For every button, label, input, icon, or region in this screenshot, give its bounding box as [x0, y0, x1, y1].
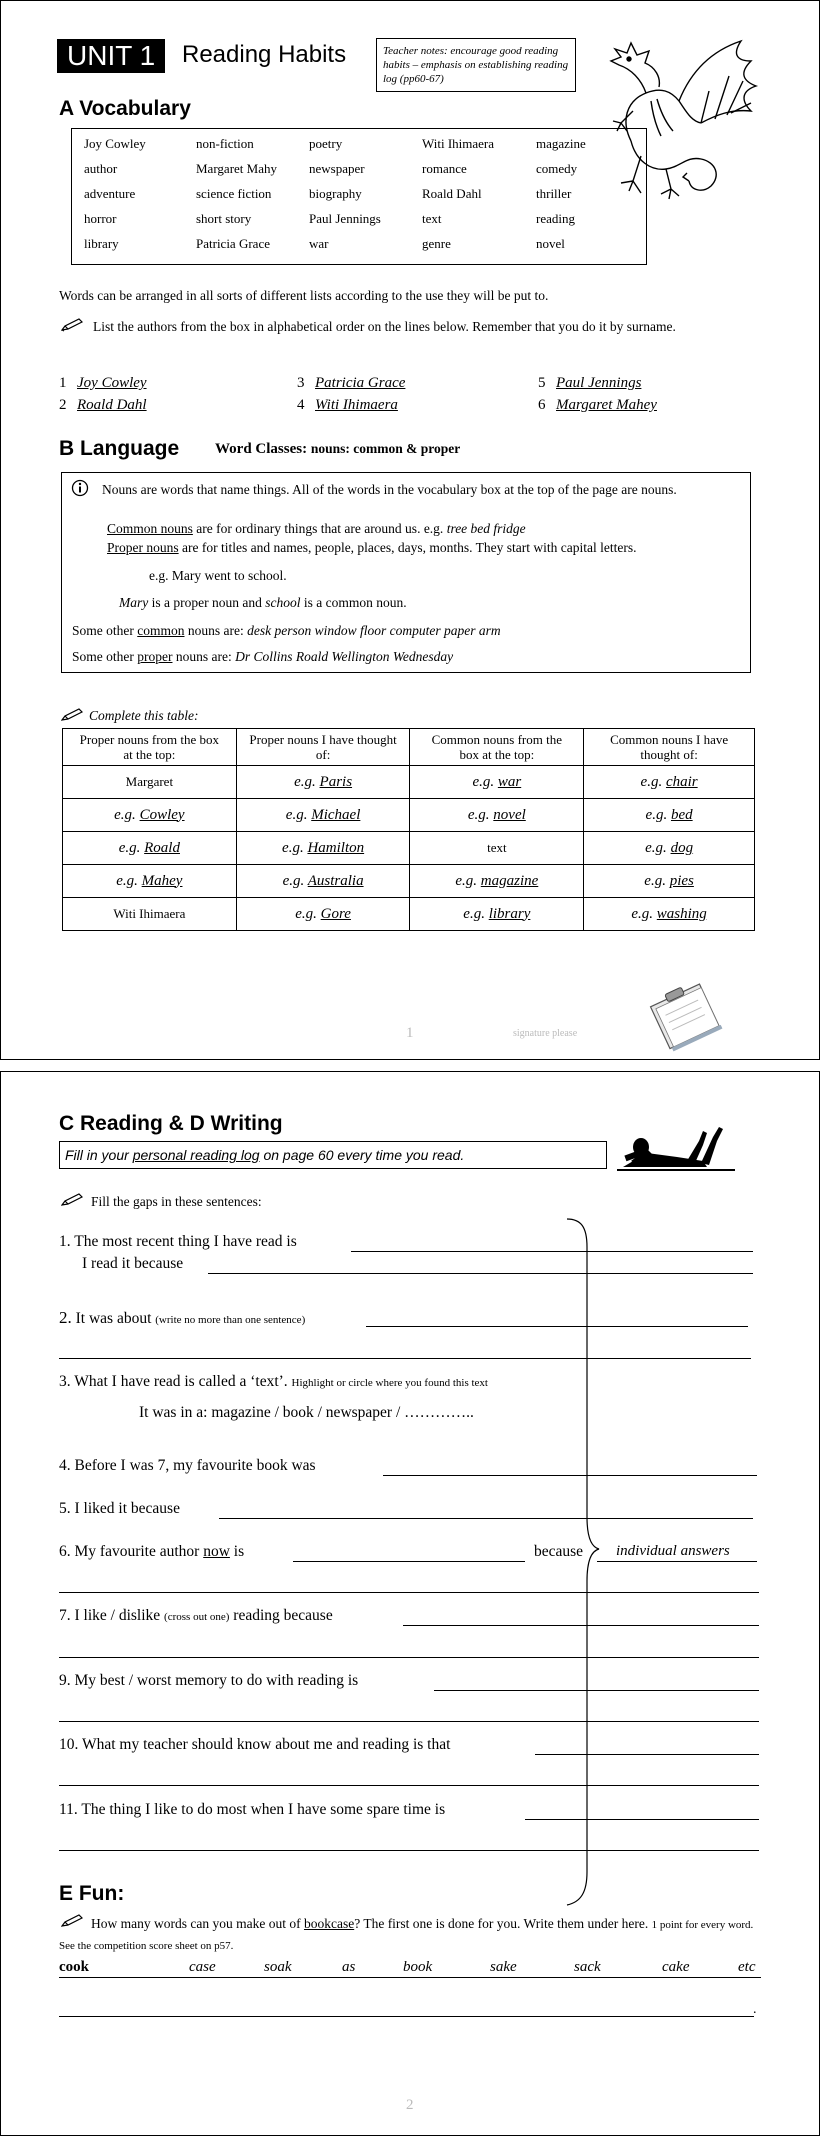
fun-word-item: sack — [574, 1959, 601, 1975]
table-cell — [236, 898, 410, 931]
info-line-1: Nouns are words that name things. All of the words in the vocabulary box at the top of the page are nouns. — [102, 482, 677, 497]
table-header-cell: Common nouns from the box at the top: — [410, 729, 584, 766]
fun-word-item: cake — [662, 1959, 690, 1975]
author-number: 4 — [297, 397, 305, 413]
info-line-7 — [72, 649, 453, 665]
reading-log-note — [59, 1141, 607, 1169]
intro-text: Words can be arranged in all sorts of different lists according to the use they will be put to. — [59, 288, 549, 303]
fun-word-item: book — [403, 1959, 433, 1975]
pencil-icon — [61, 708, 83, 722]
vocab-word: Joy Cowley — [84, 136, 146, 151]
cell-text: Margaret — [125, 774, 174, 789]
answer-line-11a[interactable] — [525, 1819, 759, 1820]
question-3-options: It was in a: magazine / book / newspaper / ………….. — [139, 1404, 474, 1421]
info-box — [61, 472, 751, 673]
language-heading: B Language — [59, 437, 180, 460]
vocab-word: romance — [422, 161, 467, 176]
answer-line-2a[interactable] — [366, 1326, 748, 1327]
vocab-word: horror — [84, 211, 117, 226]
fun-word-item: sake — [490, 1959, 517, 1975]
q7-c: reading because — [229, 1607, 333, 1624]
vocab-word: war — [309, 236, 329, 251]
fun-word-item: case — [189, 1959, 216, 1975]
page-number-2: 2 — [406, 2097, 414, 2113]
cell-text: Witi Ihimaera — [113, 906, 186, 921]
fun-heading: E Fun: — [59, 1882, 125, 1905]
vocab-word: biography — [309, 186, 362, 201]
question-7 — [59, 1607, 333, 1625]
vocab-word: Paul Jennings — [309, 211, 381, 226]
reading-writing-heading: C Reading & D Writing — [59, 1112, 283, 1135]
teacher-notes: Teacher notes: encourage good reading habits – emphasis on establishing reading log (pp60-67) — [376, 38, 576, 92]
vocab-word: short story — [196, 211, 252, 226]
cell-eg: e.g. — [285, 806, 312, 823]
nouns-table — [62, 728, 755, 931]
author-name: Roald Dahl — [77, 397, 147, 413]
proper-noun-examples: Dr Collins Roald Wellington Wednesday — [235, 649, 454, 664]
table-cell — [410, 799, 584, 832]
common-nouns-desc: are for ordinary things that are around us. e.g. — [192, 521, 447, 536]
q6-a: 6. My favourite author — [59, 1543, 204, 1560]
q3-hint: Highlight or circle where you found this text — [291, 1377, 488, 1389]
signature-note: signature please — [513, 1028, 578, 1039]
author-number: 5 — [538, 375, 546, 391]
info-example: e.g. Mary went to school. — [149, 568, 287, 583]
table-cell — [584, 799, 755, 832]
cell-eg: e.g. — [645, 839, 671, 856]
table-cell — [584, 832, 755, 865]
answer-line-9a[interactable] — [434, 1690, 759, 1691]
fun-c: ? The first one is done for you. Write them under here. — [354, 1916, 649, 1931]
fun-word-item: etc — [738, 1959, 756, 1975]
cell-answer: Hamilton — [307, 839, 365, 856]
answer-line-4[interactable] — [383, 1475, 757, 1476]
vocab-word: library — [84, 236, 119, 251]
table-header-cell: Proper nouns I have thought of: — [236, 729, 410, 766]
question-6 — [59, 1543, 244, 1561]
author-name: Patricia Grace — [315, 375, 406, 391]
answer-line-6c[interactable] — [59, 1592, 759, 1593]
table-cell — [236, 799, 410, 832]
log-note-link: personal reading log — [132, 1147, 260, 1163]
table-cell — [236, 832, 410, 865]
table-row — [63, 865, 755, 898]
answer-line-5[interactable] — [219, 1518, 753, 1519]
log-note-c: on page 60 every time you read. — [259, 1147, 465, 1163]
table-cell — [410, 832, 584, 865]
question-4: 4. Before I was 7, my favourite book was — [59, 1457, 316, 1474]
page-number-1: 1 — [406, 1025, 414, 1041]
table-cell — [63, 898, 237, 931]
author-name: Witi Ihimaera — [315, 397, 398, 413]
log-note-a: Fill in your — [65, 1147, 133, 1163]
vocab-word: text — [422, 211, 442, 226]
table-row — [63, 832, 755, 865]
question-1: 1. The most recent thing I have read is — [59, 1233, 297, 1250]
question-11: 11. The thing I like to do most when I have some spare time is — [59, 1801, 446, 1818]
q7-a: 7. I like / dislike — [59, 1607, 165, 1624]
cell-eg: e.g. — [472, 773, 498, 790]
common-nouns-term: Common nouns — [107, 521, 193, 536]
table-instruction: Complete this table: — [89, 708, 199, 723]
vocab-word: thriller — [536, 186, 572, 201]
word-classes-label: Word Classes: — [215, 441, 308, 457]
language-subheading — [215, 441, 460, 458]
info-icon — [71, 479, 89, 497]
answer-line-1a[interactable] — [351, 1251, 753, 1252]
cell-answer: library — [488, 905, 531, 922]
author-name: Margaret Mahey — [556, 397, 657, 413]
cell-eg: e.g. — [467, 806, 494, 823]
cell-eg: e.g. — [118, 839, 145, 856]
vocab-word: science fiction — [196, 186, 272, 201]
cell-answer: magazine — [480, 872, 539, 889]
author-number: 2 — [59, 397, 67, 413]
info-l7b: proper — [137, 649, 173, 664]
table-row — [63, 898, 755, 931]
author-item — [297, 397, 398, 414]
question-10: 10. What my teacher should know about me and reading is that — [59, 1736, 451, 1753]
table-header-row — [63, 729, 755, 766]
worksheet-page-1 — [0, 0, 820, 1060]
clipboard-image — [641, 979, 731, 1054]
cell-answer: Michael — [311, 806, 361, 823]
question-3 — [59, 1373, 488, 1391]
proper-nouns-desc: are for titles and names, people, places, days, months. They start with capital letters. — [178, 540, 637, 555]
q2-number: 2. — [59, 1308, 72, 1327]
author-item — [538, 397, 657, 414]
cell-answer: war — [497, 773, 522, 790]
cell-eg: e.g. — [463, 905, 489, 922]
vocab-word: magazine — [536, 136, 586, 151]
fun-word: bookcase — [303, 1916, 355, 1931]
table-cell — [410, 766, 584, 799]
table-row — [63, 799, 755, 832]
answer-line-6a[interactable] — [293, 1561, 525, 1562]
table-cell — [63, 799, 237, 832]
fun-word-item: soak — [264, 1959, 292, 1975]
vocab-word: reading — [536, 211, 575, 226]
author-name: Joy Cowley — [77, 375, 147, 391]
vocab-word: novel — [536, 236, 565, 251]
author-item — [59, 397, 147, 414]
question-1b: I read it because — [82, 1255, 184, 1272]
cell-answer: dog — [670, 839, 694, 856]
info-line-6 — [72, 623, 501, 639]
cell-eg: e.g. — [114, 806, 140, 823]
table-cell — [584, 865, 755, 898]
info-l5b: is a proper noun and — [148, 595, 266, 610]
cell-answer: Australia — [307, 872, 364, 889]
worksheet-page-2 — [0, 1071, 820, 2136]
question-2 — [59, 1308, 305, 1328]
q7-hint: (cross out one) — [164, 1611, 230, 1623]
author-instruction-text: List the authors from the box in alphabetical order on the lines below. Remember that you do it by surname. — [93, 319, 676, 334]
vocab-word: newspaper — [309, 161, 365, 176]
info-l7c: nouns are: — [172, 649, 236, 664]
common-nouns-examples: tree bed fridge — [446, 521, 526, 536]
table-cell — [584, 898, 755, 931]
cell-answer: Paris — [319, 773, 353, 790]
q6-c: is — [229, 1543, 245, 1560]
proper-nouns-term: Proper nouns — [107, 540, 179, 555]
reader-silhouette — [617, 1117, 735, 1173]
table-header-cell: Common nouns I have thought of: — [584, 729, 755, 766]
fun-line-end: . — [753, 2002, 757, 2017]
q2-text: It was about — [71, 1310, 156, 1327]
cell-answer: bed — [670, 806, 693, 823]
info-l6a: Some other — [72, 623, 138, 638]
info-l7a: Some other — [72, 649, 138, 664]
pencil-icon — [61, 1193, 83, 1207]
fill-instruction: Fill the gaps in these sentences: — [91, 1194, 262, 1209]
info-l6c: nouns are: — [184, 623, 248, 638]
cell-eg: e.g. — [455, 872, 481, 889]
table-cell — [410, 898, 584, 931]
cell-text: text — [487, 840, 507, 855]
author-item — [538, 375, 641, 392]
table-cell — [63, 766, 237, 799]
info-l5d: is a common noun. — [300, 595, 407, 610]
author-instruction — [59, 317, 719, 337]
info-l6b: common — [137, 623, 185, 638]
fun-a: How many words can you make out of — [91, 1916, 304, 1931]
cell-eg: e.g. — [282, 839, 308, 856]
q3-text: 3. What I have read is called a ‘text’. — [59, 1373, 288, 1390]
table-cell — [584, 766, 755, 799]
table-cell — [63, 832, 237, 865]
author-name: Paul Jennings — [556, 375, 642, 391]
school-word: school — [265, 595, 301, 610]
cell-eg: e.g. — [295, 905, 321, 922]
table-cell — [236, 766, 410, 799]
table-header-cell: Proper nouns from the box at the top: — [63, 729, 237, 766]
author-number: 1 — [59, 375, 67, 391]
unit-badge: UNIT 1 — [57, 39, 165, 73]
fun-answer-line-1[interactable] — [59, 1977, 761, 1978]
answer-line-2b[interactable] — [59, 1358, 751, 1359]
cell-eg: e.g. — [644, 872, 670, 889]
fun-instruction — [59, 1914, 763, 1956]
table-cell — [236, 865, 410, 898]
nouns-label: nouns: common & proper — [310, 441, 461, 456]
cell-answer: pies — [669, 872, 694, 889]
answer-brace — [561, 1217, 601, 1907]
mary-word: Mary — [119, 595, 149, 610]
cell-eg: e.g. — [116, 872, 142, 889]
cell-answer: Gore — [320, 905, 351, 922]
page-title: Reading Habits — [182, 41, 347, 68]
q6-now: now — [203, 1543, 230, 1560]
cell-answer: Mahey — [141, 872, 183, 889]
fun-word-item: cook — [59, 1959, 89, 1975]
vocab-word: Witi Ihimaera — [422, 136, 495, 151]
answer-line-6b[interactable] — [597, 1561, 757, 1562]
vocab-word: adventure — [84, 186, 136, 201]
answer-line-7a[interactable] — [403, 1625, 759, 1626]
q2-hint: (write no more than one sentence) — [155, 1314, 306, 1326]
question-5: 5. I liked it because — [59, 1500, 180, 1517]
q6-because: because — [534, 1543, 584, 1560]
cell-answer: Roald — [144, 839, 180, 856]
cell-answer: Cowley — [139, 806, 185, 823]
table-cell — [63, 865, 237, 898]
cell-eg: e.g. — [640, 773, 666, 790]
fun-answer-line-2[interactable] — [59, 2016, 754, 2017]
question-9: 9. My best / worst memory to do with reading is — [59, 1672, 359, 1689]
vocab-word: Roald Dahl — [422, 186, 482, 201]
author-item — [59, 375, 147, 392]
cell-answer: washing — [656, 905, 707, 922]
vocab-word: non-fiction — [196, 136, 254, 151]
pencil-icon — [61, 318, 83, 332]
info-line-2 — [107, 521, 526, 537]
fun-word-item: as — [342, 1959, 356, 1975]
cell-eg: e.g. — [294, 773, 320, 790]
vocab-word: author — [84, 161, 118, 176]
cell-eg: e.g. — [645, 806, 671, 823]
author-number: 3 — [297, 375, 305, 391]
vocabulary-heading: A Vocabulary — [59, 97, 191, 120]
vocab-word: genre — [422, 236, 451, 251]
answer-line-10a[interactable] — [535, 1754, 759, 1755]
answer-line-9b[interactable] — [59, 1721, 759, 1722]
vocab-word: Margaret Mahy — [196, 161, 277, 176]
cell-answer: novel — [493, 806, 526, 823]
common-noun-examples: desk person window floor computer paper arm — [247, 623, 501, 638]
vocabulary-box — [71, 128, 647, 265]
answer-line-1b[interactable] — [208, 1273, 753, 1274]
table-cell — [410, 865, 584, 898]
info-line-5 — [119, 595, 407, 611]
fun-scoring: 1 point for every word. See the competition score sheet on p57. — [59, 1919, 754, 1952]
vocab-word: poetry — [309, 136, 343, 151]
author-item — [297, 375, 405, 392]
table-row — [63, 766, 755, 799]
vocab-word: comedy — [536, 161, 578, 176]
individual-answers-note: individual answers — [616, 1543, 730, 1559]
answer-line-10b[interactable] — [59, 1785, 759, 1786]
info-line-3 — [107, 540, 637, 556]
vocab-word: Patricia Grace — [196, 236, 270, 251]
cell-eg: e.g. — [282, 872, 308, 889]
author-number: 6 — [538, 397, 546, 413]
answer-line-11b[interactable] — [59, 1850, 759, 1851]
cell-answer: chair — [665, 773, 698, 790]
answer-line-7b[interactable] — [59, 1657, 759, 1658]
cell-eg: e.g. — [631, 905, 657, 922]
